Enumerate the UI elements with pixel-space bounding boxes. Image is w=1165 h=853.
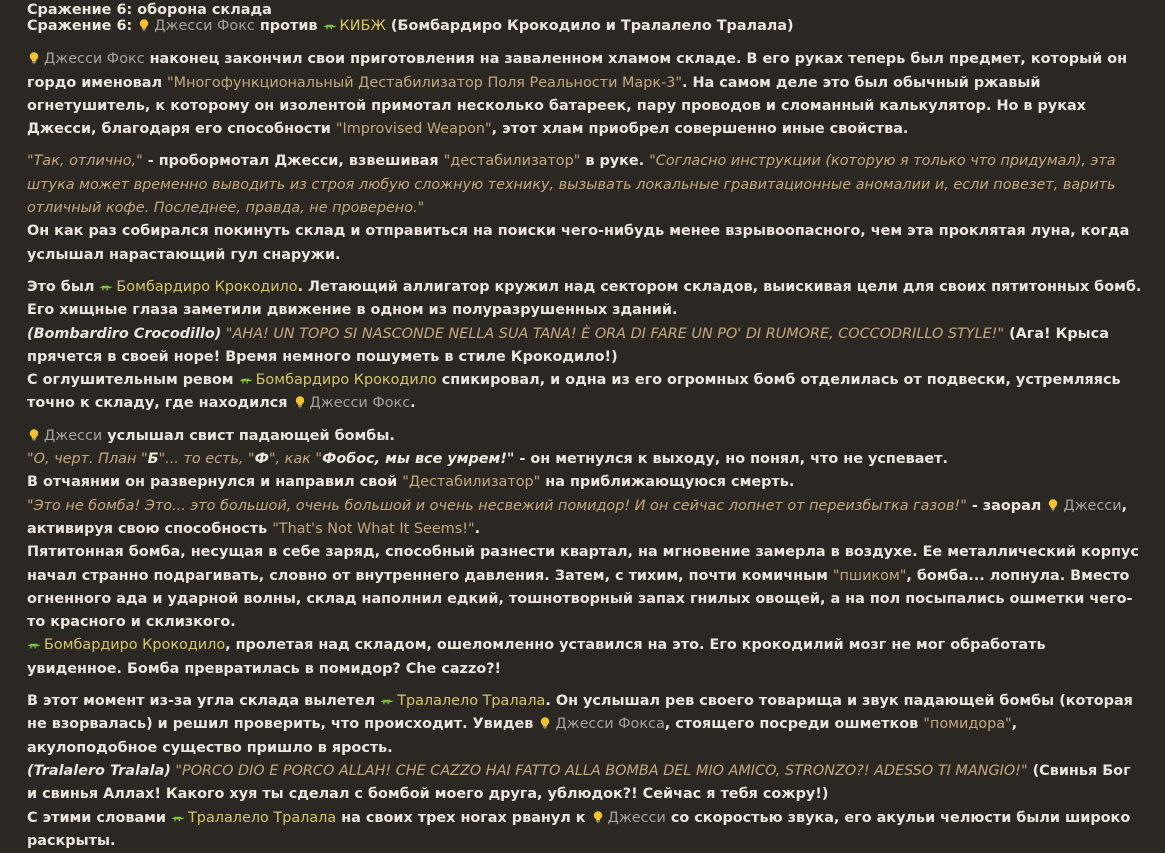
paragraph-7 (27, 425, 1143, 448)
speech-bold: Фобос, мы все умрем!" (322, 451, 514, 467)
text: , активируя свою способность (27, 498, 1127, 537)
paragraph-6 (27, 369, 1143, 416)
team-name: КИБЖ (340, 18, 386, 34)
jesse-name: Джесси (608, 810, 666, 826)
text: . На самом деле это был обычный ржавый огнетушитель, к которому он изолентой примотал несколько батареек, пару проводов и сломанный калькулятор. Но в руках Джесси, благодаря его способности (27, 75, 1086, 138)
jesse-name: Джесси Фокс (44, 51, 145, 67)
cut-off-heading: Сражение 6: оборона склада (27, 0, 272, 19)
croc-name: Бомбардиро Крокодило (256, 372, 437, 388)
text: наконец закончил свои приготовления на заваленном хламом складе. В его руках теперь был предмет, который он гордо именовал (27, 51, 1127, 90)
text: С оглушительным ревом (27, 372, 239, 388)
speech: "AHA! UN TOPO SI NASCONDE NELLA SUA TANA! È ORA DI FARE UN PO' DI RUMORE, COCCODRILLO STYLE!" (221, 326, 1004, 342)
speech: "PORCO DIO E PORCO ALLAH! CHE CAZZO HAI FATTO ALLA BOMBA DEL MIO AMICO, STRONZO?! ADESSO TI MANGIO!" (171, 763, 1028, 779)
lightbulb-icon (1046, 498, 1060, 512)
lightbulb-icon (27, 51, 41, 65)
text: , этот хлам приобрел совершенно иные свойства. (492, 121, 909, 137)
speech: "Согласно инструкции (которую я только что придумал), эта штука может временно выводить из строя любую сложную технику, вызывать локальные гравитационные аномалии и, если повезет, варить отличный кофе. Последнее, правда, не проверено." (27, 153, 1116, 216)
speech: "Это не бомба! Это... это большой, очень большой и очень несвежий помидор! И он сейчас лопнет от переизбытка газов!" (27, 498, 967, 514)
paragraph-11 (27, 541, 1143, 634)
text: спикировал, и одна из его огромных бомб отделилась от подвески, устремляясь точно к складу, где находился (27, 372, 1121, 411)
lightbulb-icon (293, 395, 307, 409)
text: , бомба... лопнула. Вместо огненного ада и ударной волны, склад наполнил едкий, тошнотворный запах гнилых овощей, а на пол посыпались ошметки чего-то красного и склизкого. (27, 568, 1132, 631)
jesse-name: Джесси Фокс (154, 18, 255, 34)
lightbulb-icon (591, 810, 605, 824)
text: В отчаянии он развернулся и направил свой (27, 474, 402, 490)
paragraph-14 (27, 760, 1143, 807)
paragraph-4 (27, 276, 1143, 323)
chat-message-body (0, 15, 1165, 835)
speaker-label: (Tralalero Tralala) (27, 763, 171, 779)
item-name: "помидора" (923, 716, 1011, 732)
crocodile-icon (27, 637, 41, 651)
sound-word: "пшиком" (833, 568, 907, 584)
paragraph-8 (27, 448, 1143, 471)
item-name: "дестабилизатор" (444, 153, 581, 169)
translation: (Ага! Крыса прячется в своей норе! Время немного пошуметь в стиле Крокодило!) (27, 326, 1109, 365)
crocodile-icon (323, 18, 337, 32)
paragraph-12 (27, 634, 1143, 681)
text: . Он услышал рев своего товарища и звук падающей бомбы (которая не взорвалась) и решил проверить, что происходит. Увидев (27, 693, 1133, 732)
heading-suffix: (Бомбардиро Крокодило и Тралалело Тралала) (386, 18, 794, 34)
text: . Летающий аллигатор кружил над сектором складов, выискивая цели для своих пятитонных бомб. Его хищные глаза заметили движение в одном из полуразрушенных зданий. (27, 279, 1141, 318)
translation: (Свинья Бог и свинья Аллах! Какого хуя ты сделал с бомбой моего друга, ублюдок?! Сейчас я тебя сожру!) (27, 763, 1131, 802)
text: . (410, 395, 415, 411)
speech: "Так, отлично," (27, 153, 143, 169)
paragraph-10 (27, 495, 1143, 542)
text: , стоящего посреди ошметков (665, 716, 924, 732)
croc-name: Тралалело Тралала (188, 810, 336, 826)
text: В этот момент из-за угла склада вылетел (27, 693, 380, 709)
item-name: "Многофункциональный Дестабилизатор Поля Реальности Марк-3" (167, 75, 682, 91)
paragraph-15 (27, 807, 1143, 853)
speech: "... то есть, " (159, 451, 255, 467)
speech-bold: Ф (255, 451, 269, 467)
text: С этими словами (27, 810, 171, 826)
crocodile-icon (239, 372, 253, 386)
item-name: "Дестабилизатор" (402, 474, 540, 490)
crocodile-icon (380, 693, 394, 707)
text: - он метнулся к выходу, но понял, что не успевает. (514, 451, 948, 467)
paragraph-13 (27, 690, 1143, 760)
crocodile-icon (171, 810, 185, 824)
croc-name: Бомбардиро Крокодило (44, 637, 225, 653)
ability-name: "Improvised Weapon" (336, 121, 492, 137)
croc-name: Бомбардиро Крокодило (116, 279, 297, 295)
text: , акулоподобное существо пришло в ярость. (27, 716, 1017, 755)
text: - пробормотал Джесси, взвешивая (143, 153, 444, 169)
text: Он как раз собирался покинуть склад и отправиться на поиски чего-нибудь менее взрывоопасного, чем эта проклятая луна, когда услышал нарастающий гул снаружи. (27, 223, 1129, 262)
paragraph-1 (27, 48, 1143, 141)
text: на приближающуюся смерть. (540, 474, 794, 490)
speech: ", как " (269, 451, 322, 467)
lightbulb-icon (137, 18, 151, 32)
text: в руке. (580, 153, 649, 169)
text: - заорал (967, 498, 1047, 514)
text: Пятитонная бомба, несущая в себе заряд, способный разнести квартал, на мгновение замерла в воздухе. Ее металлический корпус начал странно подрагивать, словно от внутреннего давления. Затем, с тихим, почти комичным (27, 544, 1139, 583)
speech: "О, черт. План " (27, 451, 148, 467)
ability-name: "That's Not What It Seems!" (272, 521, 474, 537)
paragraph-2 (27, 150, 1143, 220)
paragraph-3 (27, 220, 1143, 267)
text: Это был (27, 279, 99, 295)
heading-prefix: Сражение 6: (27, 18, 137, 34)
croc-name: Тралалело Тралала (397, 693, 545, 709)
heading-vs: против (255, 18, 323, 34)
paragraph-5 (27, 323, 1143, 370)
speech-bold: Б (148, 451, 159, 467)
lightbulb-icon (27, 428, 41, 442)
lightbulb-icon (538, 716, 552, 730)
speaker-label: (Bombardiro Crocodillo) (27, 326, 221, 342)
crocodile-icon (99, 279, 113, 293)
text: , пролетая над складом, ошеломленно уставился на это. Его крокодилий мозг не мог обработать увиденное. Бомба превратилась в помидор? Che cazzo?! (27, 637, 1046, 676)
jesse-name: Джесси Фокса (555, 716, 664, 732)
text: . (475, 521, 480, 537)
text: услышал свист падающей бомбы. (102, 428, 395, 444)
jesse-name: Джесси Фокс (310, 395, 411, 411)
paragraph-9 (27, 471, 1143, 494)
text: на своих трех ногах рванул к (336, 810, 590, 826)
text: со скоростью звука, его акульи челюсти были широко раскрыты. (27, 810, 1130, 849)
jesse-name: Джесси (44, 428, 102, 444)
jesse-name: Джесси (1063, 498, 1121, 514)
